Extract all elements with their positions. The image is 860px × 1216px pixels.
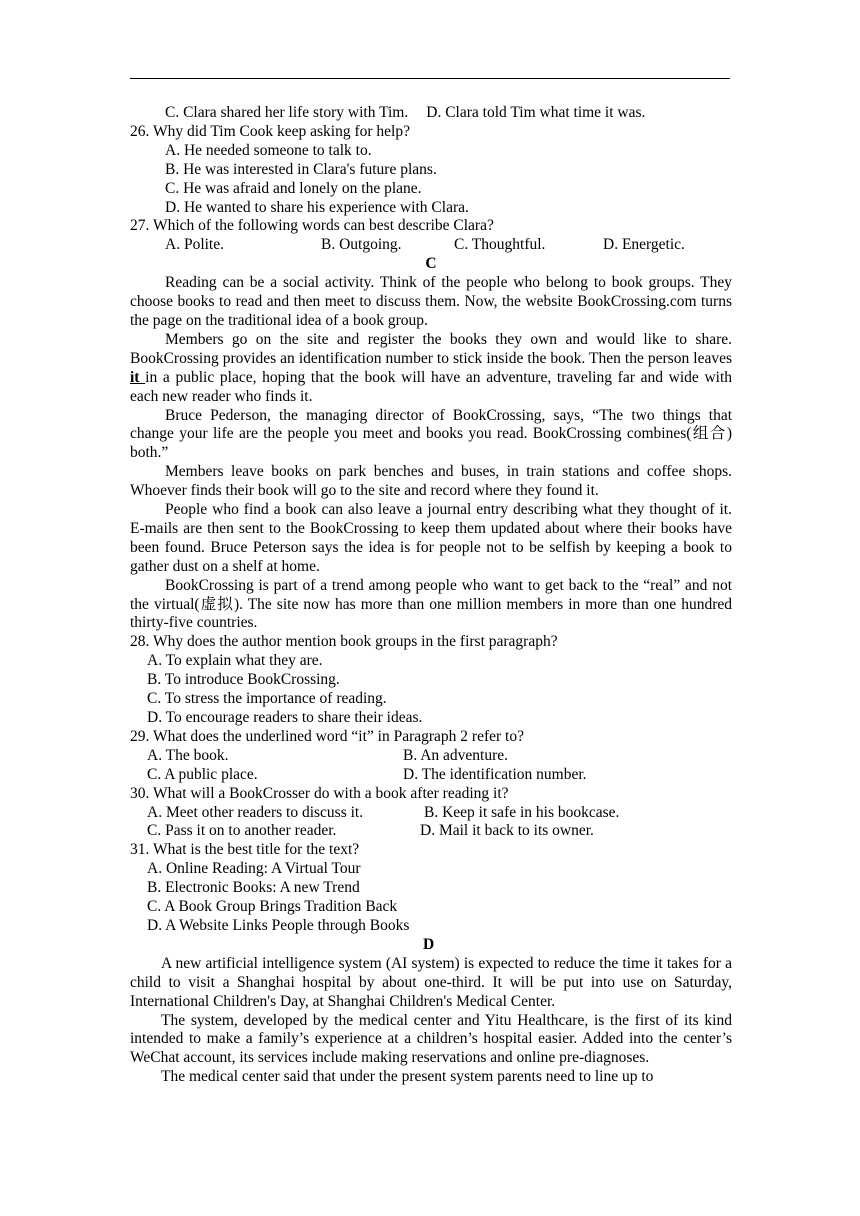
- q28-option-c: C. To stress the importance of reading.: [147, 690, 387, 708]
- document-body: [130, 104, 732, 1087]
- q26-option-d: D. He wanted to share his experience with Clara.: [165, 198, 469, 216]
- q29-stem: 29. What does the underlined word “it” in Paragraph 2 refer to?: [130, 727, 524, 745]
- section-c-paragraph-3: Bruce Pederson, the managing director of BookCrossing, says, “The two things that change your life are the people you meet and books you read. BookCrossing combines(组合) both.”: [130, 406, 732, 462]
- q28-option-b: B. To introduce BookCrossing.: [147, 671, 340, 689]
- q29-options-row-1: [130, 747, 732, 766]
- q25-option-c: C. Clara shared her life story with Tim.: [165, 104, 409, 121]
- q27-option-d: D. Energetic.: [603, 236, 685, 254]
- q25-option-d: D. Clara told Tim what time it was.: [426, 104, 646, 121]
- q31-option-b: B. Electronic Books: A new Trend: [147, 879, 360, 897]
- q26-option-b: B. He was interested in Clara's future plans.: [165, 160, 437, 178]
- q29-option-c: C. A public place.: [147, 765, 258, 783]
- q28-option-a: A. To explain what they are.: [147, 652, 323, 670]
- section-d-paragraph-1: A new artificial intelligence system (AI system) is expected to reduce the time it takes for a child to visit a Shanghai hospital by about one-third. It will be put into use on Saturday, International Children's Day, at Shanghai Children's Medical Center.: [130, 954, 732, 1010]
- paragraph-text: Members go on the site and register the books they own and would like to share. BookCrossing provides an identification number to stick inside the book. Then the person leaves: [130, 330, 732, 367]
- section-c-paragraph-6: BookCrossing is part of a trend among people who want to get back to the “real” and not the virtual(虚拟). The site now has more than one million members in more than one hundred thirty-five countries.: [130, 576, 732, 632]
- section-d-paragraph-2: The system, developed by the medical center and Yitu Healthcare, is the first of its kind intended to make a family’s experience at a children’s hospital easier. Added into the center’s WeChat account, its services include making reservations and online pre-diagnoses.: [130, 1011, 732, 1067]
- q30-option-d: D. Mail it back to its owner.: [420, 822, 594, 840]
- section-c-paragraph-5: People who find a book can also leave a journal entry describing what they thought of it. E-mails are then sent to the BookCrossing to keep them updated about where their books have been found. Bruce Peterson says the idea is for people not to be selfish by keeping a book to gather dust on a shelf at home.: [130, 501, 732, 575]
- q26-stem: 26. Why did Tim Cook keep asking for help?: [130, 122, 410, 140]
- section-c-heading: C: [425, 255, 437, 273]
- q30-stem: 30. What will a BookCrosser do with a book after reading it?: [130, 784, 509, 802]
- underlined-word-it: it: [130, 368, 146, 386]
- section-d-paragraph-3: The medical center said that under the present system parents need to line up to: [161, 1068, 654, 1086]
- q27-stem: 27. Which of the following words can best describe Clara?: [130, 217, 494, 235]
- header-rule: [130, 78, 730, 79]
- q26-option-a: A. He needed someone to talk to.: [165, 141, 372, 159]
- q26-option-c: C. He was afraid and lonely on the plane.: [165, 179, 422, 197]
- q31-stem: 31. What is the best title for the text?: [130, 841, 360, 859]
- q30-option-c: C. Pass it on to another reader.: [147, 822, 337, 840]
- q27-options: [130, 236, 732, 255]
- q30-options-row-2: [130, 822, 732, 841]
- q27-option-a: A. Polite.: [165, 236, 224, 254]
- q30-options-row-1: [130, 804, 732, 823]
- paragraph-text: in a public place, hoping that the book will have an adventure, traveling far and wide with each new reader who finds it.: [130, 368, 733, 405]
- q29-option-d: D. The identification number.: [403, 765, 587, 783]
- q27-option-c: C. Thoughtful.: [454, 236, 546, 254]
- section-c-paragraph-4: Members leave books on park benches and buses, in train stations and coffee shops. Whoever finds their book will go to the site and record where they found it.: [130, 463, 732, 500]
- q25-options: [130, 104, 732, 123]
- q29-option-a: A. The book.: [147, 746, 229, 764]
- q31-option-d: D. A Website Links People through Books: [147, 916, 410, 934]
- q31-option-c: C. A Book Group Brings Tradition Back: [147, 898, 398, 916]
- q28-option-d: D. To encourage readers to share their ideas.: [147, 709, 423, 726]
- section-c-paragraph-2: [130, 331, 732, 407]
- q30-option-b: B. Keep it safe in his bookcase.: [424, 803, 620, 821]
- section-d-heading: D: [423, 935, 435, 953]
- q27-option-b: B. Outgoing.: [321, 236, 402, 254]
- q29-option-b: B. An adventure.: [403, 746, 509, 764]
- q31-option-a: A. Online Reading: A Virtual Tour: [147, 860, 361, 878]
- q28-stem: 28. Why does the author mention book groups in the first paragraph?: [130, 633, 558, 651]
- q29-options-row-2: [130, 766, 732, 785]
- section-c-paragraph-1: Reading can be a social activity. Think of the people who belong to book groups. They choose books to read and then meet to discuss them. Now, the website BookCrossing.com turns the page on the traditional idea of a book group.: [130, 274, 732, 329]
- q30-option-a: A. Meet other readers to discuss it.: [147, 803, 364, 821]
